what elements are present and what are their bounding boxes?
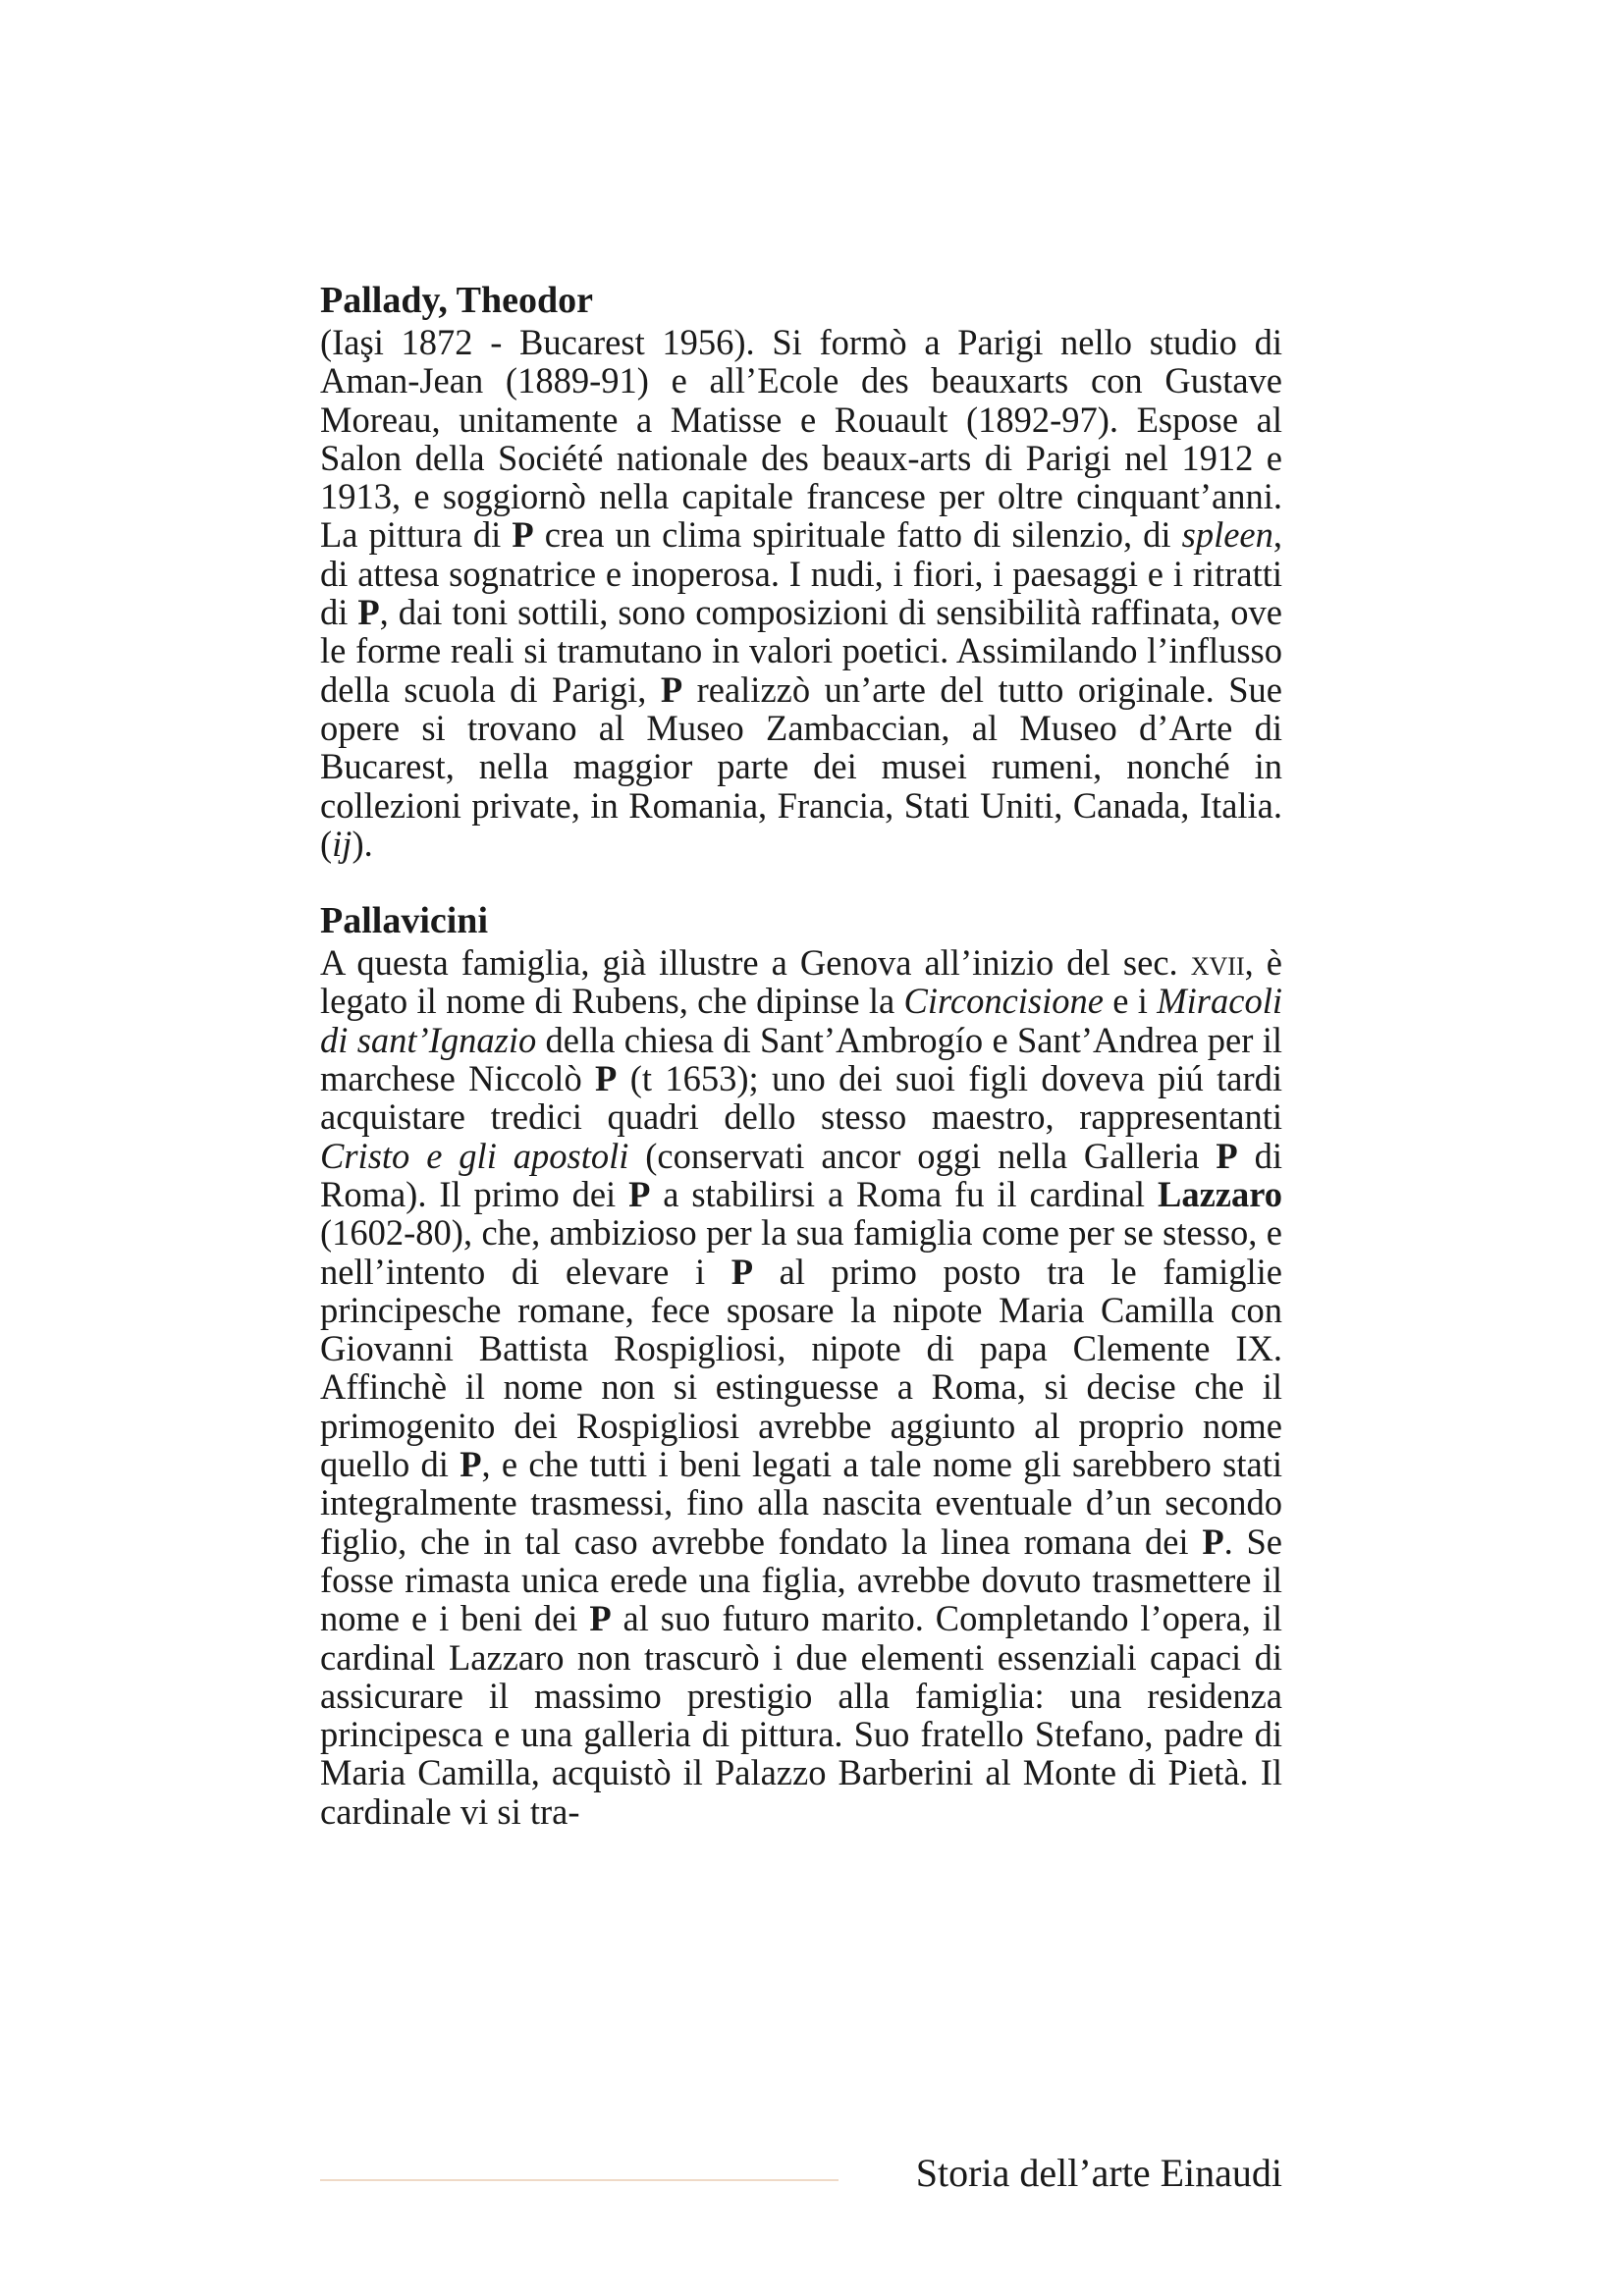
footer-title: Storia dell’arte Einaudi: [915, 2151, 1282, 2195]
body-text: e i: [1103, 981, 1158, 1022]
body-text: al primo posto tra le famiglie principesche romane, fece sposare la nipote Maria Camilla con Giovanni Battista Rospigliosi, nipote di papa Clemente IX. Affinchè il nome non si estinguesse a Roma, si decise che il primogenito dei Rospigliosi avrebbe aggiunto al proprio nome quello di: [320, 1251, 1282, 1485]
bold-term: P: [660, 668, 683, 710]
body-text: realizzò un’arte del tutto originale. Sue opere si trovano al Museo Zambaccian, al Museo d’Arte di Bucarest, nella maggior parte dei musei rumeni, nonché in collezioni private, in Romania, Francia, Stati Uniti, Canada, Italia. (: [320, 668, 1282, 864]
body-text: ).: [352, 823, 373, 864]
body-text: . Se fosse rimasta unica erede una figlia, avrebbe dovuto trasmettere il nome e i beni dei: [320, 1521, 1282, 1639]
entry-pallavicini: [320, 900, 1282, 1831]
body-text: (1602-80), che, ambizioso per la sua famiglia come per se stesso, e nell’intento di elevare i: [320, 1212, 1282, 1292]
bold-term: Lazzaro: [1157, 1173, 1283, 1214]
body-text: (Iaşi 1872 - Bucarest 1956). Si formò a Parigi nello studio di Aman-Jean (1889-91) e all’Ecole des beauxarts con Gustave Moreau, unitamente a Matisse e Rouault (1892-97). Espose al Salon della Société nationale des beaux-arts di Parigi nel 1912 e 1913, e soggiornò nella capitale francese per oltre cinquant’anni. La pittura di: [320, 322, 1282, 556]
body-text: , dai toni sottili, sono composizioni di sensibilità raffinata, ove le forme reali si tramutano in valori poetici. Assimilando l’influsso della scuola di Parigi,: [320, 592, 1282, 710]
body-text: al suo futuro marito. Completando l’opera, il cardinal Lazzaro non trascurò i due elementi essenziali capaci di assicurare il massimo prestigio alla famiglia: una residenza principesca e una galleria di pittura. Suo fratello Stefano, padre di Maria Camilla, acquistò il Palazzo Barberini al Monte di Pietà. Il cardinale vi si tra-: [320, 1598, 1283, 1832]
body-text: A questa famiglia, già illustre a Genova all’inizio del sec.: [320, 942, 1191, 984]
bold-term: P: [589, 1598, 612, 1639]
body-text: , è legato il nome di Rubens, che dipinse la: [320, 942, 1282, 1022]
italic-term: Cristo e gli apostoli: [320, 1135, 629, 1176]
italic-term: spleen: [1181, 514, 1273, 556]
bold-term: P: [730, 1251, 754, 1292]
body-text: della chiesa di Sant’Ambrogío e Sant’Andrea per il marchese Niccolò: [320, 1019, 1282, 1099]
entry-title: Pallady, Theodor: [320, 280, 594, 321]
italic-term: ij: [332, 823, 352, 864]
body-text: di Roma). Il primo dei: [320, 1135, 1282, 1214]
bold-term: P: [595, 1058, 618, 1099]
bold-term: P: [357, 592, 380, 633]
body-text: , di attesa sognatrice e inoperosa. I nudi, i fiori, i paesaggi e i ritratti di: [320, 514, 1282, 633]
body-text: (conservati ancor oggi nella Galleria: [628, 1135, 1217, 1176]
bold-term: P: [1202, 1521, 1224, 1562]
bold-term: P: [628, 1173, 651, 1214]
document-page: [320, 280, 1282, 1831]
smallcaps-term: xvii: [1190, 942, 1245, 984]
bold-term: P: [1216, 1135, 1238, 1176]
footer-rule: [320, 2179, 839, 2181]
body-text: crea un clima spirituale fatto di silenzio, di: [533, 514, 1182, 556]
body-text: a stabilirsi a Roma fu il cardinal: [650, 1173, 1158, 1214]
entry-body: [320, 943, 1282, 1831]
page-footer: [320, 2150, 1282, 2199]
entry-body: [320, 323, 1282, 863]
bold-term: P: [512, 514, 534, 556]
bold-term: P: [460, 1444, 482, 1485]
italic-term: Miracoli di sant’Ignazio: [320, 981, 1282, 1060]
body-text: (t 1653); uno dei suoi figli doveva piú tardi acquistare tredici quadri dello stesso maestro, rappresentanti: [320, 1058, 1282, 1138]
italic-term: Circoncisione: [903, 981, 1104, 1022]
entry-pallady: [320, 280, 1282, 863]
body-text: , e che tutti i beni legati a tale nome gli sarebbero stati integralmente trasmessi, fino alla nascita eventuale d’un secondo figlio, che in tal caso avrebbe fondato la linea romana dei: [320, 1444, 1282, 1562]
entry-title: Pallavicini: [320, 900, 488, 942]
